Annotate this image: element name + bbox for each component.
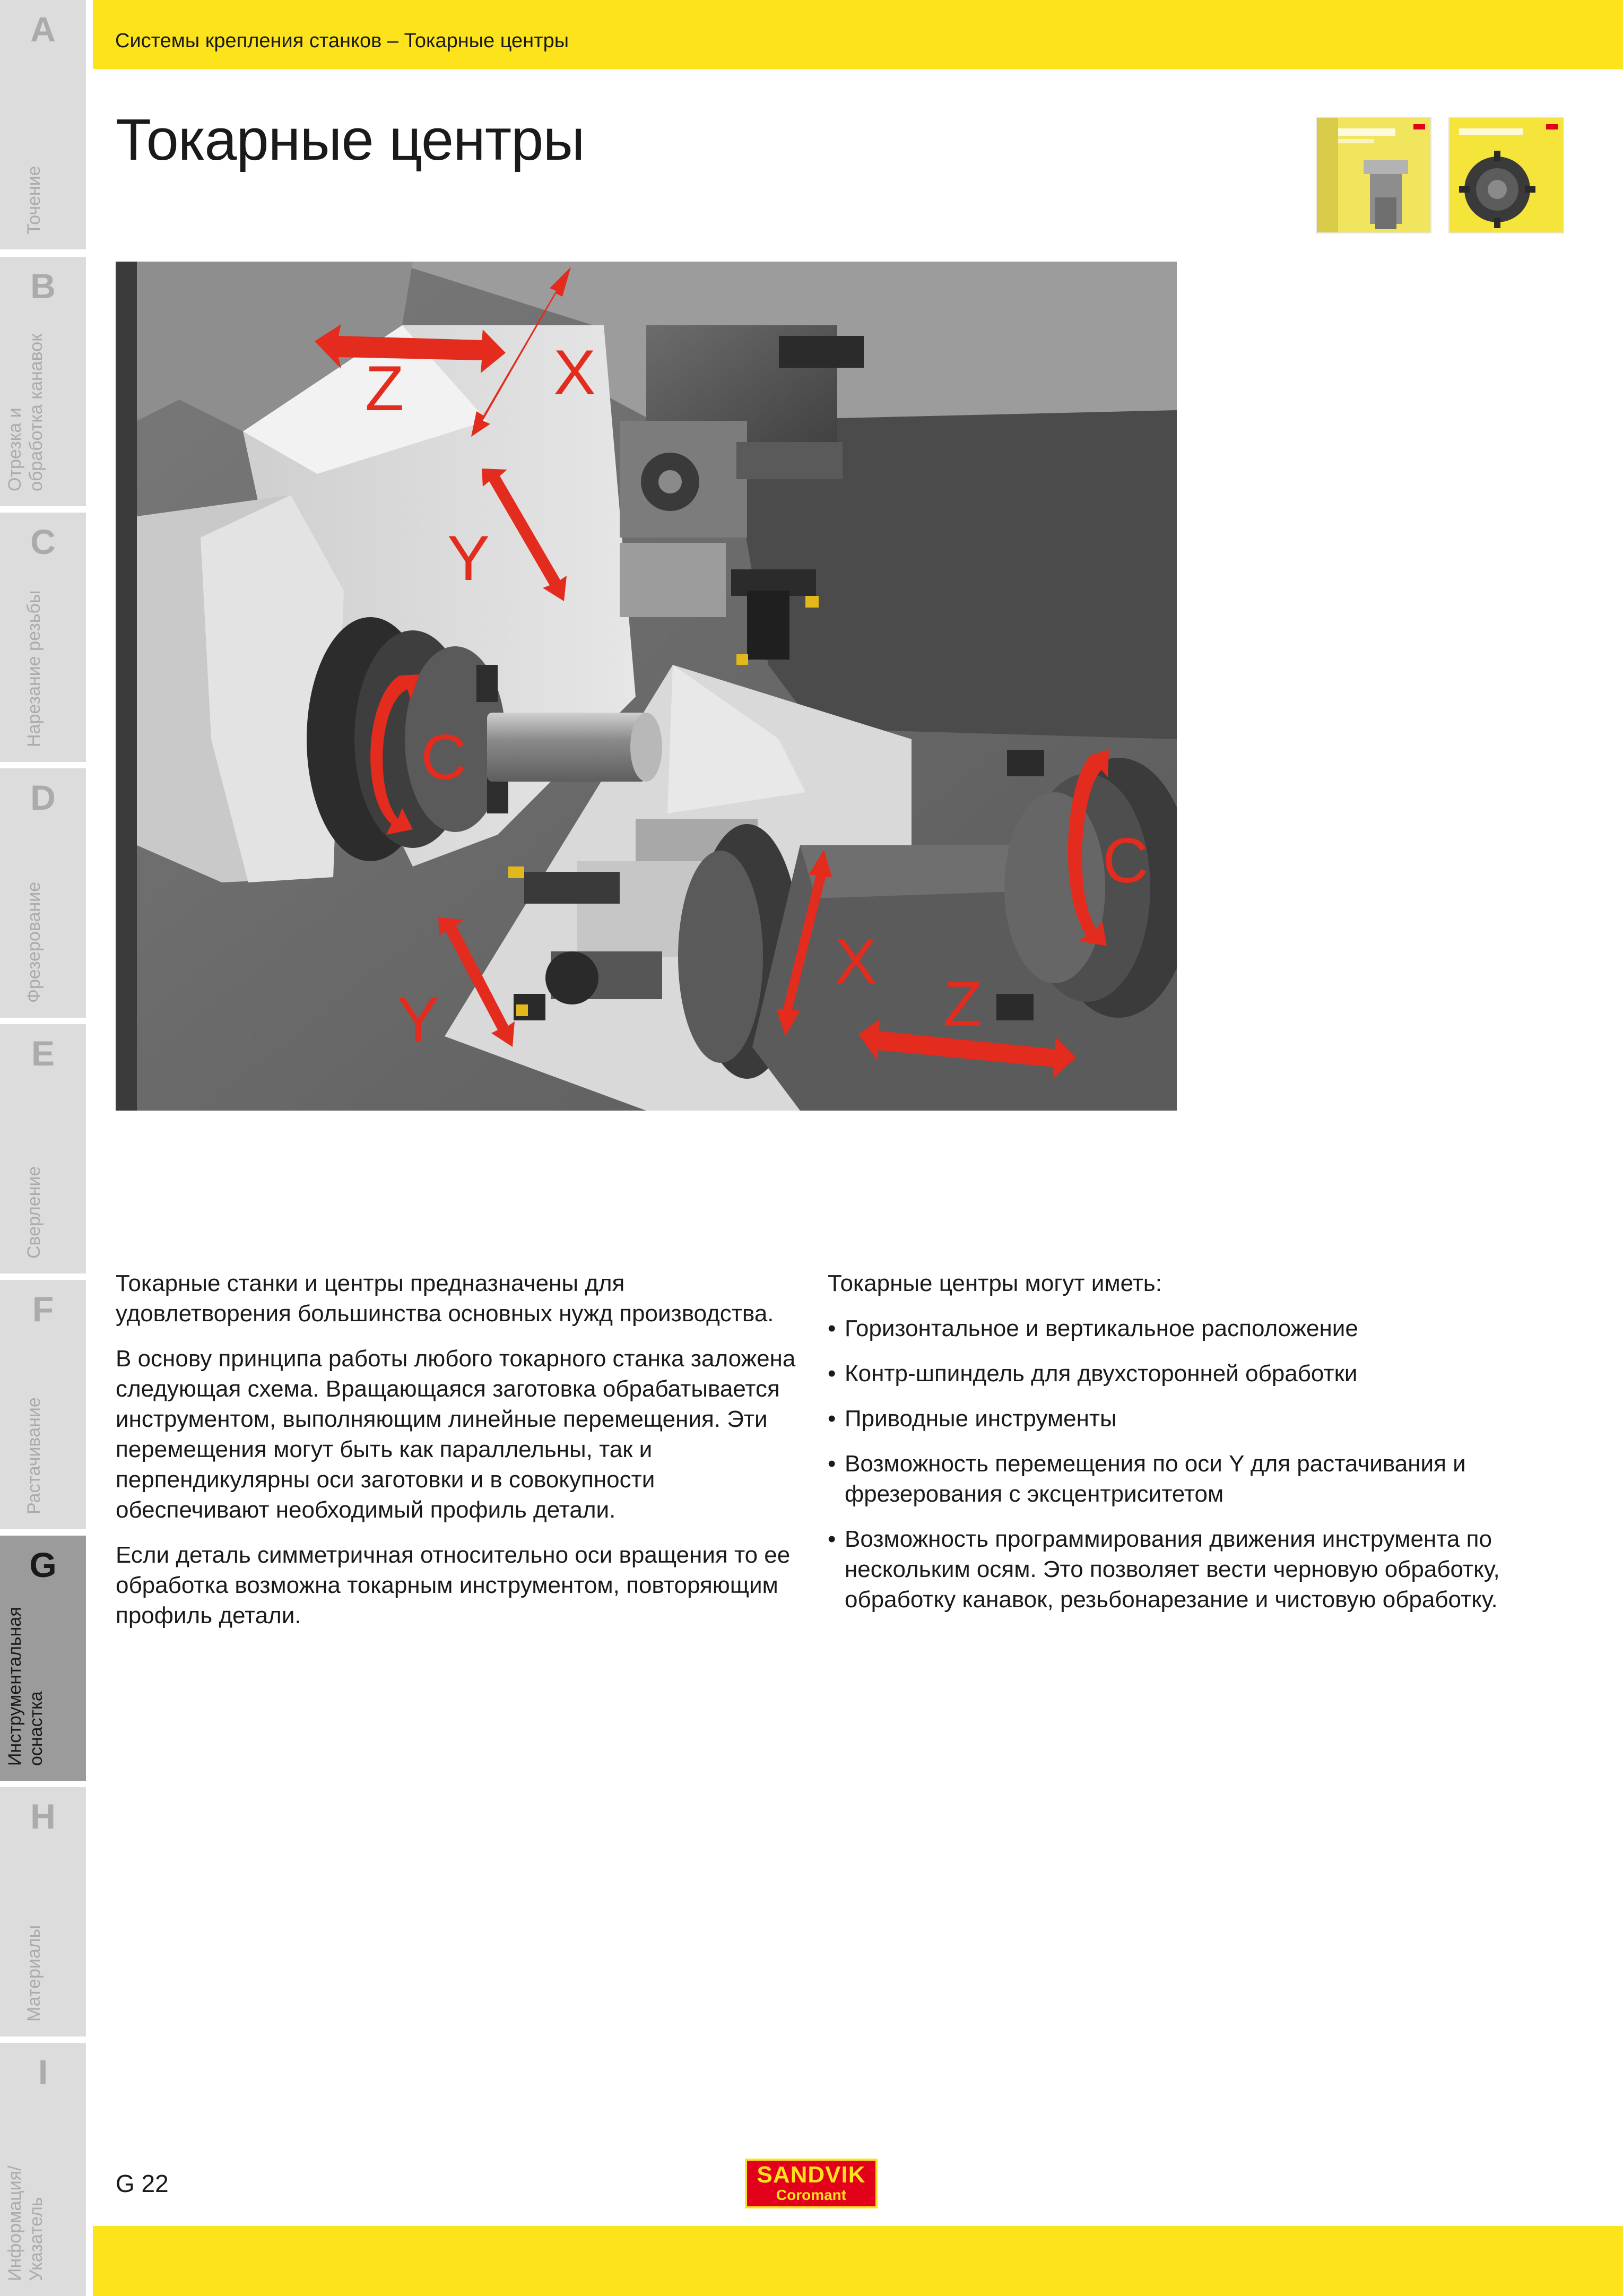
page-number: G 22 [116,2170,169,2197]
tab-label: Фрезерование [24,881,44,1003]
paragraph: Токарные станки и центры предназначены для удовлетворения большинства основных нужд производства. [116,1270,774,1327]
tab-d-milling[interactable] [0,768,86,1018]
list-item-text: Горизонтальное и вертикальное расположение [845,1315,1358,1341]
tab-letter: D [30,778,56,817]
paragraph: Если деталь симметричная относительно оси вращения то ее обработка возможна токарным инструментом, повторяющим профиль детали. [116,1542,791,1628]
tab-letter: H [30,1797,56,1836]
bullet-glyph: • [828,1406,836,1432]
list-item-text: Приводные инструменты [845,1406,1117,1432]
tab-letter: I [38,2052,48,2092]
tab-letter: F [32,1289,54,1329]
tab-letter: C [30,522,56,561]
paragraph: В основу принципа работы любого токарного станка заложена следующая схема. Вращающаяся заготовка обрабатывается инструментом, выполняющим линейные перемещения. Эти перемещения могут быть как параллельны, так и перпендикулярны оси заготовки и в совокупности обеспечивают необходимый профиль детали. [116,1346,796,1523]
left-text-column [116,1268,805,1645]
axis-label-upper-z: Z [365,353,404,424]
tab-letter: E [31,1034,55,1073]
tab-i-info-index[interactable] [0,2043,86,2296]
bullet-glyph: • [828,1451,836,1477]
tab-letter: G [29,1545,57,1584]
tab-b-parting-grooving[interactable] [0,257,86,506]
list-item [828,1403,1517,1434]
tab-label: Информация/ Указатель [5,2165,46,2281]
tab-g-tool-holding[interactable] [0,1536,86,1781]
tab-c-threading[interactable] [0,513,86,762]
catalog-thumbnail-1[interactable] [1316,117,1431,233]
list-item-text: Возможность перемещения по оси Y для растачивания и фрезерования с эксцентриситетом [845,1451,1466,1507]
axis-label-sub-c: C [1103,825,1149,896]
logo-subbrand: Coromant [776,2187,847,2203]
tab-f-boring[interactable] [0,1280,86,1529]
tab-label: Материалы [24,1925,44,2022]
feature-list [828,1313,1517,1615]
page-title: Токарные центры [116,107,585,172]
tab-e-drilling[interactable] [0,1024,86,1273]
tab-label: Растачивание [24,1397,44,1514]
right-text-column [828,1268,1517,1630]
tab-a-turning[interactable] [0,0,86,249]
axis-label-upper-y: Y [447,523,490,594]
list-item [828,1313,1517,1344]
section-breadcrumb: Системы крепления станков – Токарные центры [115,30,569,52]
axis-label-lower-y: Y [397,984,440,1055]
tab-label: Точение [24,166,44,235]
list-item [828,1524,1517,1615]
sandvik-coromant-logo[interactable] [745,2159,878,2208]
tab-letter: A [30,10,56,49]
catalog-cover-image [1450,118,1564,233]
tab-letter: B [30,266,56,306]
tab-h-materials[interactable] [0,1787,86,2037]
axis-label-upper-x: X [553,337,596,408]
logo-brand: SANDVIK [757,2162,866,2188]
tab-label: Сверление [24,1166,44,1259]
bullet-glyph: • [828,1361,836,1387]
tab-label: Инструментальная оснастка [5,1607,46,1766]
section-tabs-sidebar [0,0,86,2296]
list-intro: Токарные центры могут иметь: [828,1270,1162,1296]
catalog-cover-image [1317,118,1431,233]
catalog-thumbnail-2[interactable] [1448,117,1564,233]
tab-label: Нарезание резьбы [24,590,44,747]
bullet-glyph: • [828,1315,836,1341]
axis-label-main-c: C [421,722,467,793]
tab-label: Отрезка и обработка канавок [5,333,46,491]
bullet-glyph: • [828,1526,836,1552]
axis-label-lower-x: X [835,926,878,997]
list-item [828,1358,1517,1389]
axis-label-lower-z: Z [943,968,983,1039]
turning-center-axes-illustration [116,262,1177,1111]
list-item-text: Возможность программирования движения инструмента по нескольким осям. Это позволяет вести черновую обработку, обработку канавок, резьбонарезание и чистовую обработку. [845,1526,1500,1613]
list-item-text: Контр-шпиндель для двухсторонней обработки [845,1361,1358,1387]
list-item [828,1449,1517,1509]
header-bar [93,0,1623,69]
footer-bar [93,2226,1623,2296]
